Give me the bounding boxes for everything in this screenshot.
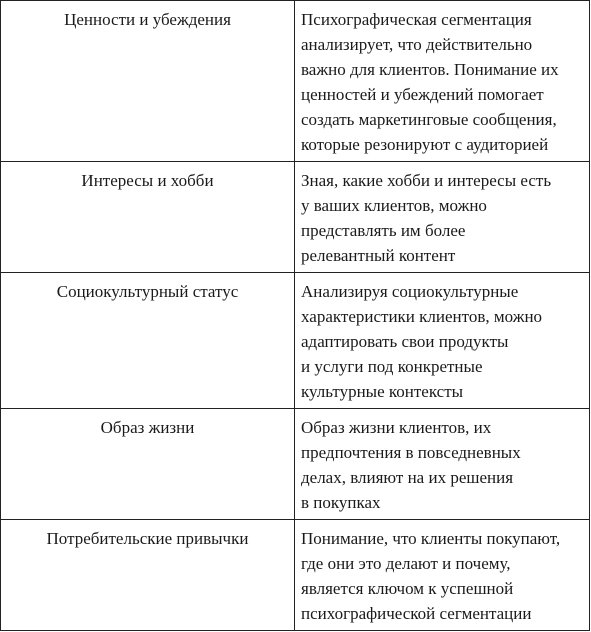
description-line: представлять им более <box>301 221 466 240</box>
description-line: где они это делают и почему, <box>301 554 511 573</box>
row-description <box>295 162 590 273</box>
row-label: Социокультурный статус <box>1 273 295 409</box>
description-line: в покупках <box>301 493 381 512</box>
description-line: Понимание, что клиенты покупают, <box>301 529 561 548</box>
description-line: ценностей и убеждений помогает <box>301 85 544 104</box>
description-line: предпочтения в повседневных <box>301 443 521 462</box>
description-line: Зная, какие хобби и интересы есть <box>301 171 552 190</box>
table-row <box>1 409 590 520</box>
description-line: Анализируя социокультурные <box>301 282 519 301</box>
description-line: адаптировать свои продукты <box>301 332 509 351</box>
table-row <box>1 520 590 631</box>
description-line: делах, влияют на их решения <box>301 468 514 487</box>
row-description <box>295 273 590 409</box>
row-label: Интересы и хобби <box>1 162 295 273</box>
description-line: релевантный контент <box>301 246 456 265</box>
table-row <box>1 162 590 273</box>
description-line: культурные контексты <box>301 382 464 401</box>
row-label: Потребительские привычки <box>1 520 295 631</box>
description-line: психографической сегментации <box>301 604 532 623</box>
description-line: Образ жизни клиентов, их <box>301 418 492 437</box>
row-description <box>295 1 590 162</box>
description-line: является ключом к успешной <box>301 579 514 598</box>
description-line: у ваших клиентов, можно <box>301 196 487 215</box>
description-line: важно для клиентов. Понимание их <box>301 60 559 79</box>
table-body <box>1 1 590 631</box>
row-label: Образ жизни <box>1 409 295 520</box>
description-line: которые резонируют с аудиторией <box>301 135 549 154</box>
row-description <box>295 520 590 631</box>
description-line: создать маркетинговые сообщения, <box>301 110 557 129</box>
row-label: Ценности и убеждения <box>1 1 295 162</box>
table-row <box>1 1 590 162</box>
row-description <box>295 409 590 520</box>
table-row <box>1 273 590 409</box>
description-line: анализирует, что действительно <box>301 35 533 54</box>
description-line: Психографическая сегментация <box>301 10 532 29</box>
description-line: характеристики клиентов, можно <box>301 307 543 326</box>
description-line: и услуги под конкретные <box>301 357 483 376</box>
